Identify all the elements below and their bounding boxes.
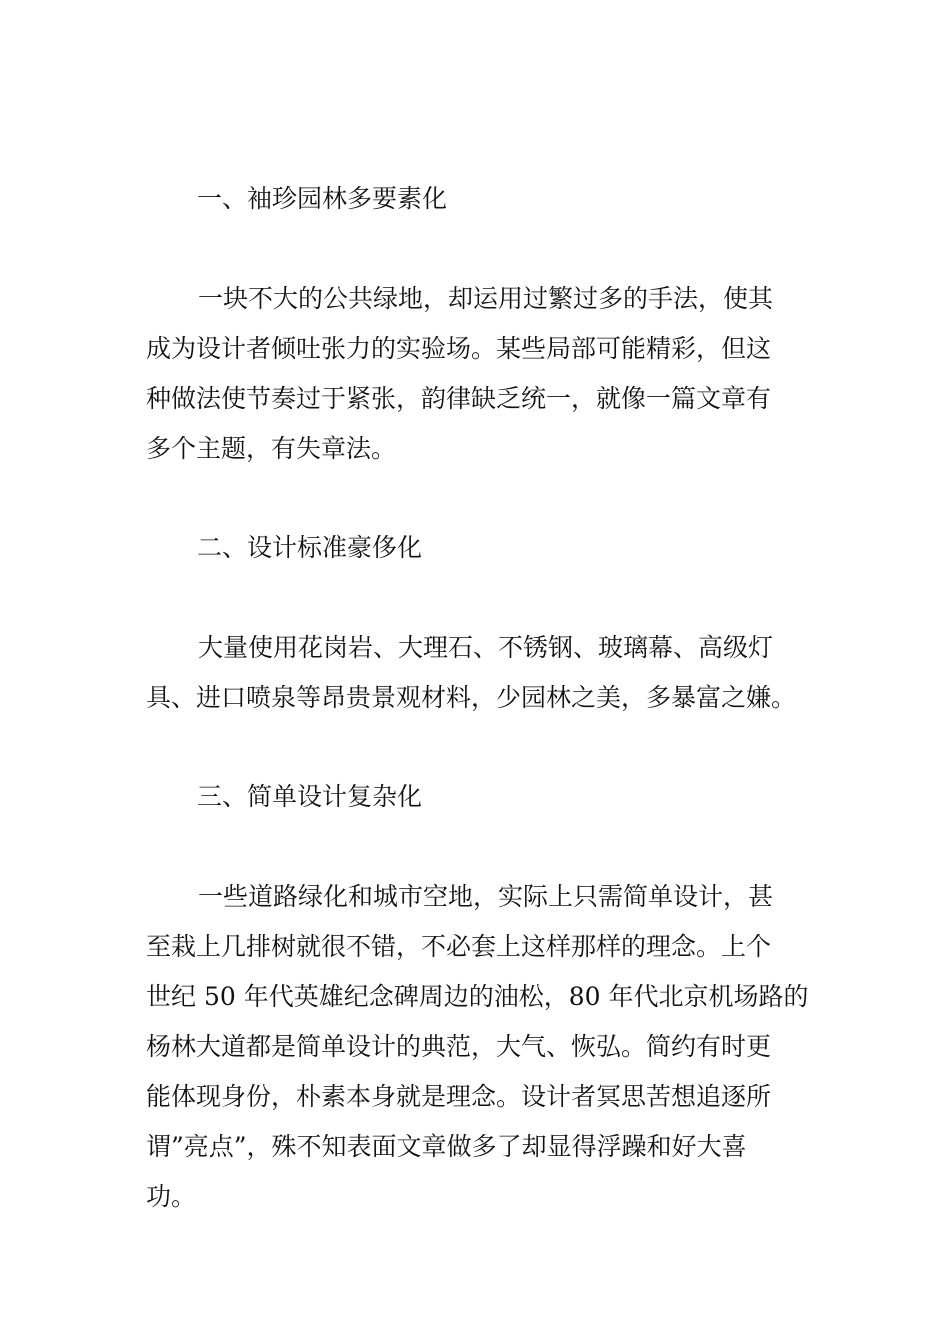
paragraph-line: 成为设计者倾吐张力的实验场。某些局部可能精彩，但这: [146, 334, 772, 363]
section-heading-2: 二、设计标准豪侈化: [197, 533, 423, 562]
paragraph-line: 一块不大的公共绿地，却运用过繁过多的手法，使其: [198, 284, 774, 313]
paragraph-line: 一些道路绿化和城市空地，实际上只需简单设计，甚: [198, 882, 774, 911]
section-heading-3: 三、简单设计复杂化: [197, 782, 423, 811]
paragraph-line: 具、进口喷泉等昂贵景观材料，少园林之美，多暴富之嫌。: [146, 683, 797, 712]
paragraph-line: 世纪 50 年代英雄纪念碑周边的油松，80 年代北京机场路的: [146, 982, 808, 1011]
section-paragraph-1: [146, 274, 808, 474]
paragraph-line: 能体现身份，朴素本身就是理念。设计者冥思苦想追逐所: [146, 1082, 772, 1111]
paragraph-line: 谓”亮点”，殊不知表面文章做多了却显得浮躁和好大喜: [146, 1132, 747, 1161]
section-paragraph-3: [146, 872, 808, 1222]
section-paragraph-2: [146, 623, 808, 723]
paragraph-line: 多个主题，有失章法。: [146, 434, 397, 463]
section-heading-1: 一、袖珍园林多要素化: [197, 184, 448, 213]
paragraph-line: 大量使用花岗岩、大理石、不锈钢、玻璃幕、高级灯: [198, 633, 774, 662]
paragraph-line: 功。: [146, 1182, 197, 1211]
paragraph-line: 至栽上几排树就很不错，不必套上这样那样的理念。上个: [146, 932, 772, 961]
paragraph-line: 种做法使节奏过于紧张，韵律缺乏统一，就像一篇文章有: [146, 384, 772, 413]
paragraph-line: 杨林大道都是简单设计的典范，大气、恢弘。简约有时更: [146, 1032, 772, 1061]
